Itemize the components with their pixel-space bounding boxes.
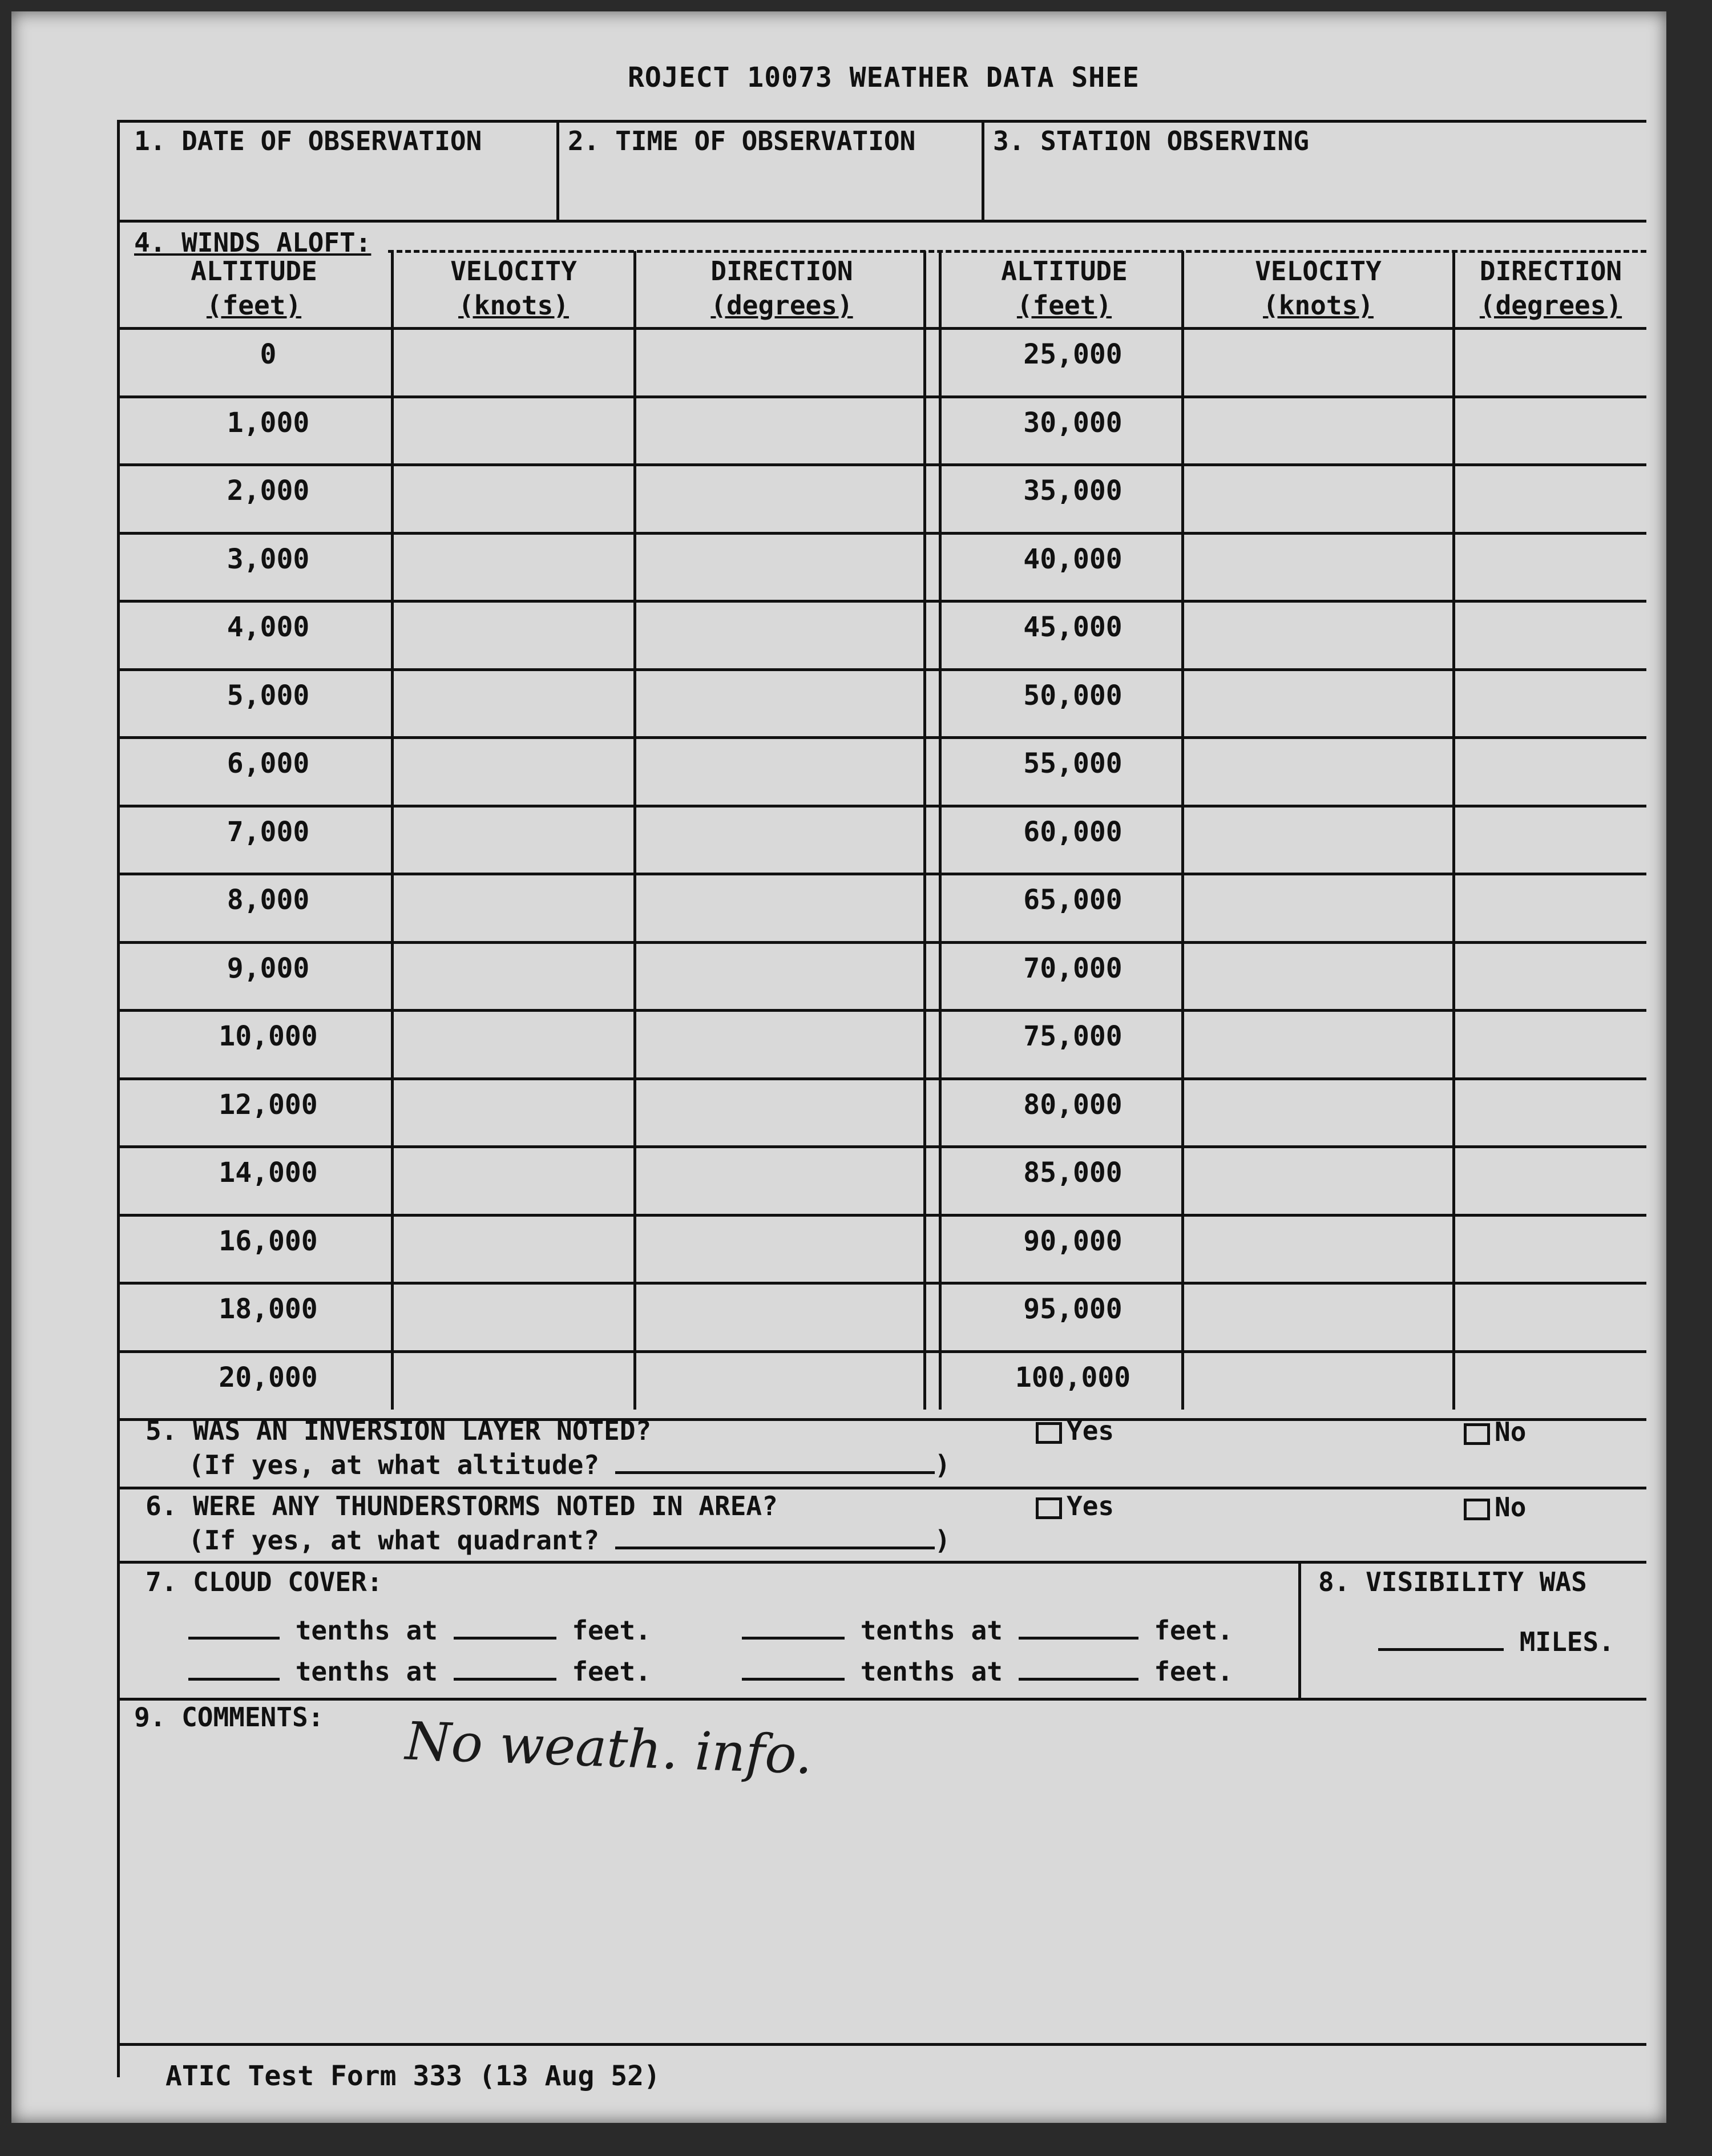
- form-footer: ATIC Test Form 333 (13 Aug 52): [165, 2060, 660, 2092]
- col-line-5: [1452, 251, 1455, 1410]
- thunderstorm-no-option[interactable]: No: [1464, 1492, 1526, 1523]
- cloud-feet-blank[interactable]: [454, 1678, 556, 1681]
- col-line-3b: [939, 251, 942, 1410]
- altitude-cell-right: 65,000: [1023, 884, 1123, 916]
- table-row-line: [120, 327, 1646, 330]
- divider-time-station: [982, 120, 984, 220]
- cloud-tenths-blank[interactable]: [188, 1637, 280, 1640]
- altitude-cell-right: 30,000: [1023, 406, 1123, 439]
- q5-bottom: [117, 1487, 1646, 1489]
- altitude-cell-left: 5,000: [227, 679, 310, 712]
- altitude-cell-left: 1,000: [227, 406, 310, 439]
- q6-bottom: [117, 1561, 1646, 1564]
- form-sheet: [11, 11, 1666, 2123]
- visibility-blank[interactable]: [1378, 1648, 1504, 1651]
- thunderstorm-quadrant-prompt: (If yes, at what quadrant? ): [188, 1525, 951, 1556]
- col-line-4: [1181, 251, 1184, 1410]
- altitude-cell-right: 35,000: [1023, 475, 1123, 507]
- altitude-cell-right: 50,000: [1023, 679, 1123, 712]
- velocity-header-right: VELOCITY (knots): [1255, 256, 1382, 321]
- velocity-header-left: VELOCITY (knots): [450, 256, 577, 321]
- top-box-bottom: [117, 220, 1646, 223]
- altitude-header-right: ALTITUDE (feet): [1001, 256, 1128, 321]
- altitude-cell-right: 60,000: [1023, 815, 1123, 848]
- table-row-line: [120, 736, 1646, 739]
- table-row-line: [120, 941, 1646, 944]
- altitude-cell-left: 14,000: [219, 1157, 318, 1189]
- visibility-label: 8. VISIBILITY WAS: [1318, 1566, 1587, 1597]
- table-row-line: [120, 668, 1646, 671]
- altitude-cell-right: 90,000: [1023, 1225, 1123, 1257]
- altitude-cell-right: 80,000: [1023, 1088, 1123, 1121]
- table-row-line: [120, 395, 1646, 398]
- table-row-line: [120, 805, 1646, 808]
- table-row-line: [120, 1145, 1646, 1148]
- form-title: ROJECT 10073 WEATHER DATA SHEE: [628, 62, 1140, 94]
- cloud-feet-blank[interactable]: [1019, 1678, 1138, 1681]
- cloud-cover-label: 7. CLOUD COVER:: [146, 1566, 383, 1597]
- inversion-yes-option[interactable]: Yes: [1036, 1415, 1114, 1446]
- inversion-altitude-prompt: (If yes, at what altitude? ): [188, 1450, 951, 1480]
- winds-aloft-label: 4. WINDS ALOFT:: [134, 227, 372, 258]
- altitude-cell-left: 0: [260, 338, 277, 370]
- altitude-cell-right: 45,000: [1023, 611, 1123, 643]
- inversion-altitude-blank[interactable]: [615, 1471, 935, 1474]
- station-observing-label: 3. STATION OBSERVING: [993, 126, 1309, 156]
- cloud-cover-row-2-right: tenths at feet.: [742, 1656, 1233, 1687]
- altitude-cell-left: 12,000: [219, 1088, 318, 1121]
- altitude-cell-right: 85,000: [1023, 1157, 1123, 1189]
- thunderstorm-question: 6. WERE ANY THUNDERSTORMS NOTED IN AREA?: [146, 1491, 778, 1521]
- thunderstorm-yes-option[interactable]: Yes: [1036, 1491, 1114, 1521]
- altitude-cell-left: 9,000: [227, 952, 310, 984]
- divider-date-time: [556, 120, 559, 220]
- altitude-cell-left: 3,000: [227, 543, 310, 575]
- altitude-cell-right: 95,000: [1023, 1293, 1123, 1325]
- cloud-cover-row-1-right: tenths at feet.: [742, 1615, 1233, 1646]
- cloud-feet-blank[interactable]: [1019, 1637, 1138, 1640]
- altitude-cell-left: 20,000: [219, 1361, 318, 1394]
- thunderstorm-no-checkbox[interactable]: [1464, 1499, 1490, 1520]
- left-border: [117, 120, 120, 2077]
- visibility-miles: MILES.: [1378, 1626, 1614, 1657]
- q7-q8-divider: [1298, 1561, 1301, 1698]
- table-row-line: [120, 1282, 1646, 1285]
- altitude-cell-left: 4,000: [227, 611, 310, 643]
- table-row-line: [120, 463, 1646, 466]
- cloud-cover-row-2-left: tenths at feet.: [188, 1656, 651, 1687]
- cloud-tenths-blank[interactable]: [742, 1637, 845, 1640]
- table-row-line: [120, 1214, 1646, 1217]
- altitude-cell-left: 16,000: [219, 1225, 318, 1257]
- inversion-no-option[interactable]: No: [1464, 1416, 1526, 1447]
- table-row-line: [120, 1009, 1646, 1012]
- altitude-cell-right: 55,000: [1023, 748, 1123, 780]
- direction-header-left: DIRECTION (degrees): [710, 256, 853, 321]
- cloud-cover-row-1-left: tenths at feet.: [188, 1615, 651, 1646]
- table-row-line: [120, 1350, 1646, 1353]
- q7-bottom: [117, 1698, 1646, 1701]
- altitude-cell-right: 70,000: [1023, 952, 1123, 984]
- col-line-2: [633, 251, 636, 1410]
- table-row-line: [120, 873, 1646, 875]
- col-line-3a: [923, 251, 926, 1410]
- inversion-no-checkbox[interactable]: [1464, 1423, 1490, 1445]
- top-border: [117, 120, 1646, 123]
- form-bottom: [117, 2043, 1646, 2046]
- handwritten-comment: No weath. info.: [404, 1710, 814, 1786]
- thunderstorm-yes-checkbox[interactable]: [1036, 1497, 1062, 1519]
- altitude-cell-left: 10,000: [219, 1020, 318, 1052]
- inversion-question: 5. WAS AN INVERSION LAYER NOTED?: [146, 1415, 652, 1446]
- cloud-feet-blank[interactable]: [454, 1637, 556, 1640]
- altitude-cell-left: 7,000: [227, 815, 310, 848]
- date-of-observation-label: 1. DATE OF OBSERVATION: [134, 126, 482, 156]
- altitude-cell-left: 8,000: [227, 884, 310, 916]
- altitude-cell-right: 40,000: [1023, 543, 1123, 575]
- altitude-cell-left: 6,000: [227, 748, 310, 780]
- table-row-line: [120, 1077, 1646, 1080]
- inversion-yes-checkbox[interactable]: [1036, 1422, 1062, 1444]
- altitude-cell-left: 18,000: [219, 1293, 318, 1325]
- altitude-cell-right: 25,000: [1023, 338, 1123, 370]
- thunderstorm-quadrant-blank[interactable]: [615, 1547, 935, 1549]
- time-of-observation-label: 2. TIME OF OBSERVATION: [568, 126, 916, 156]
- winds-header-dash: [388, 250, 1646, 253]
- table-row-line: [120, 532, 1646, 535]
- altitude-cell-right: 100,000: [1015, 1361, 1131, 1394]
- comments-label: 9. COMMENTS:: [134, 1702, 324, 1733]
- cloud-tenths-blank[interactable]: [742, 1678, 845, 1681]
- altitude-cell-left: 2,000: [227, 475, 310, 507]
- altitude-header-left: ALTITUDE (feet): [191, 256, 317, 321]
- direction-header-right: DIRECTION (degrees): [1479, 256, 1622, 321]
- cloud-tenths-blank[interactable]: [188, 1678, 280, 1681]
- altitude-cell-right: 75,000: [1023, 1020, 1123, 1052]
- col-line-1: [391, 251, 394, 1410]
- table-row-line: [120, 600, 1646, 603]
